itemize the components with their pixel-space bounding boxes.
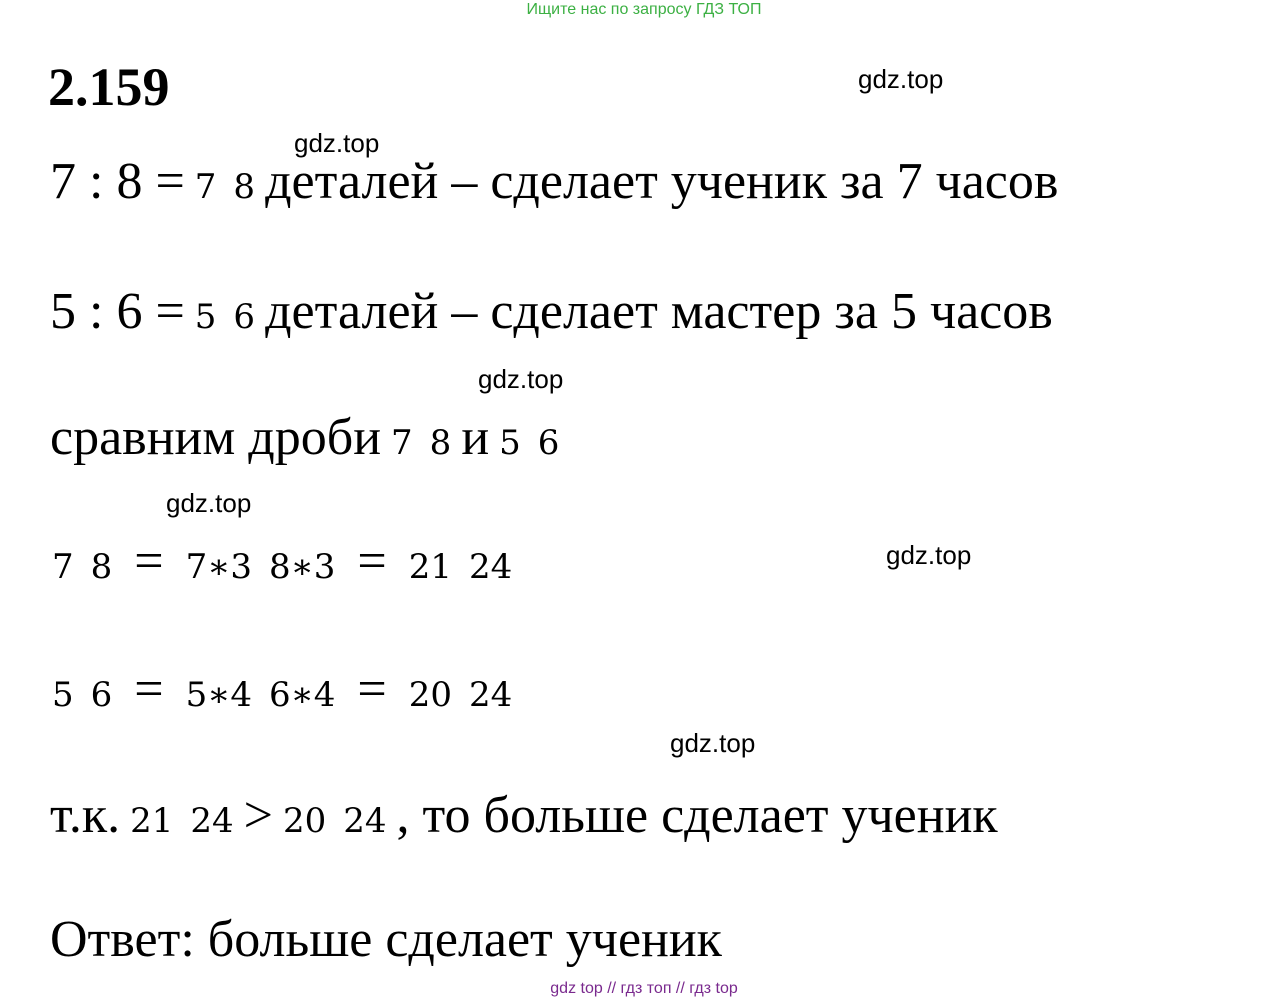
denominator: 24 <box>468 546 513 587</box>
numerator: 21 <box>408 546 452 587</box>
numerator: 21 <box>130 800 174 841</box>
fraction <box>193 286 257 338</box>
equals-sign: = <box>357 533 387 590</box>
numerator: 7 <box>52 546 74 587</box>
fraction <box>128 790 236 842</box>
denominator: 24 <box>468 674 513 715</box>
equals-sign: = <box>134 661 164 718</box>
denominator: 8 <box>90 546 113 587</box>
line-compare-text: сравним дроби <box>50 409 382 466</box>
fraction <box>184 536 338 588</box>
line-student <box>50 152 1058 211</box>
equals-sign: = <box>134 533 164 590</box>
equation-1 <box>42 532 522 591</box>
answer-text: Ответ: больше сделает ученик <box>50 911 722 968</box>
denominator: 8 <box>429 422 452 463</box>
watermark: gdz.top <box>166 488 252 518</box>
line-compare <box>50 408 569 467</box>
fraction <box>50 664 114 716</box>
denominator: 24 <box>190 800 234 841</box>
fraction <box>50 536 114 588</box>
answer <box>50 910 722 969</box>
equals-sign: = <box>357 661 387 718</box>
fraction <box>389 412 453 464</box>
conjunction: и <box>461 409 490 466</box>
watermark: gdz.top <box>294 128 380 158</box>
watermark: gdz.top <box>858 64 944 94</box>
watermark: gdz.top <box>886 540 972 570</box>
watermark: gdz.top <box>670 728 756 758</box>
denominator: 6 <box>90 674 113 715</box>
denominator: 8∗3 <box>268 546 336 587</box>
numerator: 7 <box>194 166 217 207</box>
numerator: 5 <box>499 422 521 463</box>
conclusion-prefix: т.к. <box>50 787 121 844</box>
denominator: 24 <box>343 800 387 841</box>
line-master-lhs: 5 : 6 = <box>50 283 185 340</box>
denominator: 6 <box>233 296 256 337</box>
line-student-lhs: 7 : 8 = <box>50 153 185 210</box>
numerator: 5 <box>194 296 217 337</box>
fraction <box>184 664 338 716</box>
numerator: 7 <box>391 422 413 463</box>
fraction <box>281 790 389 842</box>
fraction <box>497 412 561 464</box>
bottom-banner: gdz top // гдз топ // гдз top <box>550 980 738 997</box>
line-master <box>50 282 1053 341</box>
numerator: 5∗4 <box>185 674 252 715</box>
fraction <box>407 536 515 588</box>
top-banner: Ищите нас по запросу ГДЗ ТОП <box>526 1 762 18</box>
problem-number: 2.159 <box>48 57 170 117</box>
greater-than-sign: > <box>243 787 273 844</box>
numerator: 5 <box>52 674 74 715</box>
numerator: 7∗3 <box>185 546 252 587</box>
numerator: 20 <box>408 674 452 715</box>
numerator: 20 <box>282 800 327 841</box>
line-conclusion <box>50 786 998 845</box>
watermark: gdz.top <box>478 364 564 394</box>
equation-2 <box>42 660 522 719</box>
denominator: 6∗4 <box>268 674 336 715</box>
line-student-text: деталей – сделает ученик за 7 часов <box>265 153 1059 210</box>
fraction <box>193 156 257 208</box>
fraction <box>407 664 515 716</box>
denominator: 8 <box>233 166 256 207</box>
denominator: 6 <box>537 422 560 463</box>
conclusion-text: , то больше сделает ученик <box>396 787 998 844</box>
line-master-text: деталей – сделает мастер за 5 часов <box>265 283 1053 340</box>
